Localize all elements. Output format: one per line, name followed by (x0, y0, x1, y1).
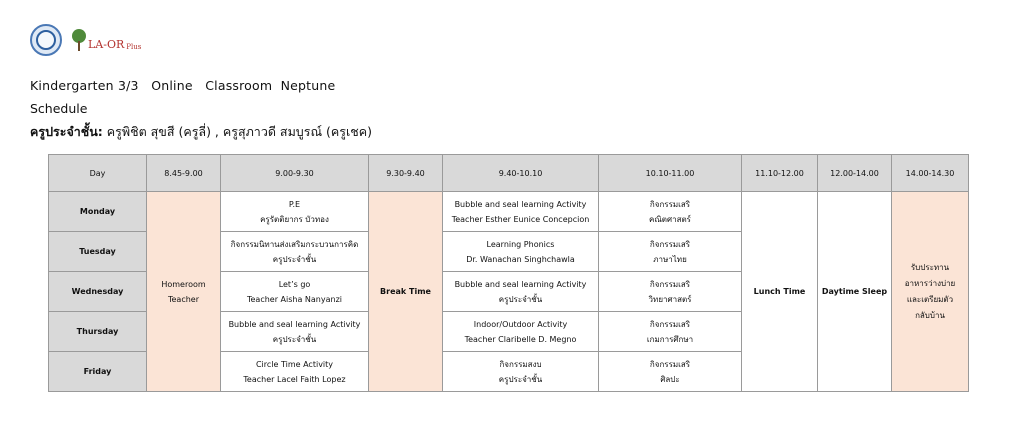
activity-teacher: ครูประจำชั้น (498, 294, 543, 304)
activity-teacher: ครูประจำชั้น (498, 374, 543, 384)
teachers-label: ครูประจำชั้น: (30, 124, 103, 139)
col-header-1010: 10.10-11.00 (599, 155, 742, 192)
activity-title: Let’s go (278, 279, 311, 289)
activity-title: กิจกรรมเสริ (649, 239, 691, 249)
activity-subject: ภาษาไทย (653, 254, 687, 264)
activity-title: กิจกรรมเสริ (649, 319, 691, 329)
closing-cell (892, 192, 969, 392)
col-header-0845: 8.45-9.00 (147, 155, 221, 192)
activity-subject: เกมการศึกษา (646, 334, 694, 344)
closing-text: รับประทานอาหารว่างบ่ายและเตรียมตัวกลับบ้าน (904, 262, 956, 320)
activity-title: กิจกรรมเสริ (649, 279, 691, 289)
activity-subject: ศิลปะ (660, 374, 680, 384)
activity-cell (443, 192, 599, 232)
activity-title: กิจกรรมเสริ (649, 199, 691, 209)
activity-cell (221, 232, 369, 272)
activity-teacher: Teacher Claribelle D. Megno (464, 334, 577, 344)
col-header-day: Day (49, 155, 147, 192)
activity-cell (599, 312, 742, 352)
col-header-0930: 9.30-9.40 (369, 155, 443, 192)
activity-cell (221, 272, 369, 312)
day-friday: Friday (49, 352, 147, 392)
brand-text: LA-OR (88, 38, 125, 51)
activity-title: กิจกรรมเสริ (649, 359, 691, 369)
school-seal-icon (30, 24, 62, 56)
day-monday: Monday (49, 192, 147, 232)
page-header (30, 74, 372, 143)
activity-teacher: ครูรัตติยากร บัวทอง (260, 214, 329, 224)
activity-title: กิจกรรมนิทานส่งเสริมกระบวนการคิด (230, 239, 359, 249)
activity-cell (599, 352, 742, 392)
activity-subject: คณิตศาสตร์ (649, 214, 691, 224)
activity-title: P.E (288, 199, 301, 209)
activity-title: Indoor/Outdoor Activity (473, 319, 568, 329)
daytime-sleep-cell: Daytime Sleep (818, 192, 892, 392)
col-header-1110: 11.10-12.00 (742, 155, 818, 192)
activity-cell (443, 272, 599, 312)
activity-cell (443, 352, 599, 392)
activity-cell (443, 312, 599, 352)
header-row (49, 155, 969, 192)
day-wednesday: Wednesday (49, 272, 147, 312)
activity-title: Learning Phonics (486, 239, 555, 249)
activity-cell (599, 232, 742, 272)
col-header-1400: 14.00-14.30 (892, 155, 969, 192)
activity-teacher: Dr. Wanachan Singhchawla (466, 254, 575, 264)
activity-teacher: Teacher Lacel Faith Lopez (243, 374, 346, 384)
logo-area (30, 24, 141, 56)
activity-cell (221, 312, 369, 352)
activity-cell (221, 352, 369, 392)
day-thursday: Thursday (49, 312, 147, 352)
class-title: Kindergarten 3/3 Online Classroom Neptune (30, 78, 336, 93)
tree-icon (72, 29, 86, 51)
activity-teacher: ครูประจำชั้น (272, 334, 317, 344)
col-header-0940: 9.40-10.10 (443, 155, 599, 192)
brand-suffix: Plus (126, 43, 142, 51)
activity-title: กิจกรรมสงบ (499, 359, 542, 369)
col-header-1200: 12.00-14.00 (818, 155, 892, 192)
la-or-plus-logo (72, 29, 141, 51)
activity-cell (599, 272, 742, 312)
col-header-0900: 9.00-9.30 (221, 155, 369, 192)
homeroom-teachers (30, 120, 372, 143)
schedule-title: Schedule (30, 101, 88, 116)
teachers-names: ครูพิชิต สุขสี (ครูลี่) , ครูสุภาวดี สมบูรณ์ (ครูเชค) (102, 124, 372, 139)
homeroom-cell (147, 192, 221, 392)
break-time-cell: Break Time (369, 192, 443, 392)
activity-teacher: ครูประจำชั้น (272, 254, 317, 264)
schedule-table (48, 154, 969, 392)
activity-subject: วิทยาศาสตร์ (648, 294, 692, 304)
day-tuesday: Tuesday (49, 232, 147, 272)
activity-cell (443, 232, 599, 272)
activity-title: Bubble and seal learning Activity (454, 279, 587, 289)
activity-title: Bubble and seal learning Activity (228, 319, 361, 329)
activity-title: Bubble and seal learning Activity (454, 199, 587, 209)
activity-teacher: Teacher Esther Eunice Concepcion (451, 214, 590, 224)
lunch-time-cell: Lunch Time (742, 192, 818, 392)
table-row-monday (49, 192, 969, 232)
activity-cell (599, 192, 742, 232)
activity-teacher: Teacher Aisha Nanyanzi (246, 294, 343, 304)
activity-cell (221, 192, 369, 232)
activity-title: Circle Time Activity (255, 359, 334, 369)
homeroom-text: Homeroom Teacher (161, 279, 206, 304)
